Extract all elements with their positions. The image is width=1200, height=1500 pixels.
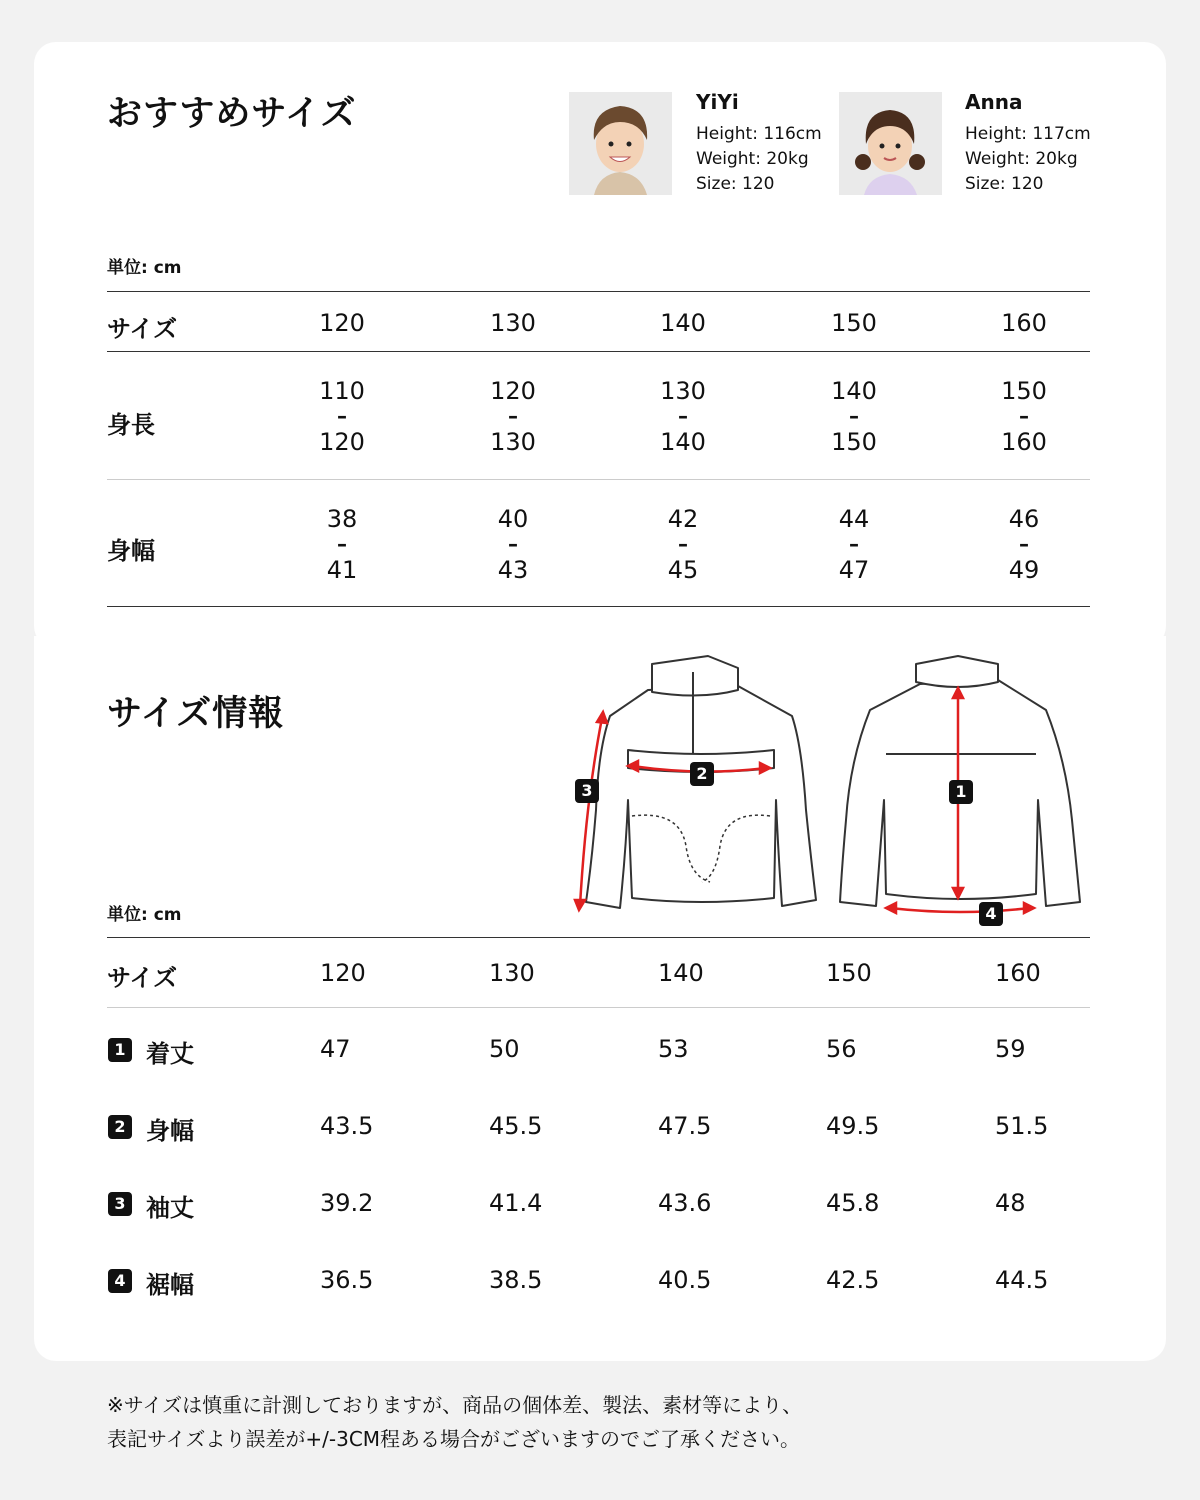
length-160: 59 [995, 1035, 1026, 1063]
recommend-size-150: 150 [831, 309, 877, 337]
recommend-size-140: 140 [660, 309, 706, 337]
range-separator: – [337, 404, 347, 428]
recommend-title: おすすめサイズ [107, 94, 357, 134]
arrowhead-icon [597, 712, 607, 723]
chest-120: 43.5 [320, 1112, 374, 1140]
measure-arrow-hem [890, 908, 1030, 912]
table-rule [107, 291, 1090, 292]
row-badge-2: 2 [108, 1115, 132, 1139]
diagram-badge-1: 1 [949, 780, 973, 804]
hem-140: 40.5 [658, 1266, 712, 1294]
height-120-min: 110 [319, 377, 365, 405]
table-rule [107, 606, 1090, 607]
sleeve-150: 45.8 [826, 1189, 880, 1217]
size-info-size-130: 130 [489, 959, 535, 987]
width-130-min: 40 [497, 505, 529, 533]
footnote-line-2: 表記サイズより誤差が+/-3CM程ある場合がございますのでご了承ください。 [107, 1427, 801, 1451]
hem-160: 44.5 [995, 1266, 1049, 1294]
table-rule [107, 937, 1090, 938]
sleeve-140: 43.6 [658, 1189, 712, 1217]
row-label-length: 着丈 [146, 1040, 194, 1068]
garment-front-collar [652, 656, 738, 696]
width-120-max: 41 [326, 556, 358, 584]
footnote-line-1: ※サイズは慎重に計測しておりますが、商品の個体差、製法、素材等により、 [107, 1393, 803, 1417]
size-info-size-160: 160 [995, 959, 1041, 987]
sleeve-160: 48 [995, 1189, 1026, 1217]
chest-130: 45.5 [489, 1112, 543, 1140]
height-160-max: 160 [1001, 428, 1047, 456]
range-separator: – [849, 404, 859, 428]
model-weight-anna: Weight: 20kg [965, 149, 1078, 169]
height-130-min: 120 [490, 377, 536, 405]
height-150-min: 140 [831, 377, 877, 405]
hem-130: 38.5 [489, 1266, 543, 1294]
model-weight-yiyi: Weight: 20kg [696, 149, 809, 169]
table-rule [107, 351, 1090, 352]
range-separator: – [508, 532, 518, 556]
model-size-yiyi: Size: 120 [696, 174, 775, 194]
model-photo-girl [839, 92, 942, 195]
length-130: 50 [489, 1035, 520, 1063]
hem-120: 36.5 [320, 1266, 374, 1294]
chest-150: 49.5 [826, 1112, 880, 1140]
size-info-size-120: 120 [320, 959, 366, 987]
width-160-min: 46 [1008, 505, 1040, 533]
width-150-max: 47 [838, 556, 870, 584]
garment-back-collar [916, 656, 998, 687]
model-size-anna: Size: 120 [965, 174, 1044, 194]
recommend-size-130: 130 [490, 309, 536, 337]
diagram-badge-2: 2 [690, 762, 714, 786]
table-rule [107, 479, 1090, 480]
row-label-height: 身長 [107, 411, 155, 439]
range-separator: – [678, 404, 688, 428]
range-separator: – [849, 532, 859, 556]
recommend-size-160: 160 [1001, 309, 1047, 337]
garment-front-outline [586, 686, 816, 908]
height-140-min: 130 [660, 377, 706, 405]
size-info-header-label: サイズ [107, 964, 178, 992]
recommend-unit: 単位: cm [107, 258, 182, 278]
length-120: 47 [320, 1035, 351, 1063]
diagram-badge-4: 4 [979, 902, 1003, 926]
row-badge-1: 1 [108, 1038, 132, 1062]
range-separator: – [678, 532, 688, 556]
height-120-max: 120 [319, 428, 365, 456]
diagram-badge-3: 3 [575, 779, 599, 803]
height-140-max: 140 [660, 428, 706, 456]
size-info-size-140: 140 [658, 959, 704, 987]
range-separator: – [1019, 532, 1029, 556]
size-info-size-150: 150 [826, 959, 872, 987]
width-160-max: 49 [1008, 556, 1040, 584]
height-130-max: 130 [490, 428, 536, 456]
recommend-size-120: 120 [319, 309, 365, 337]
width-150-min: 44 [838, 505, 870, 533]
sleeve-130: 41.4 [489, 1189, 543, 1217]
garment-diagram [560, 650, 1100, 930]
chest-140: 47.5 [658, 1112, 712, 1140]
row-label-chest: 身幅 [146, 1117, 194, 1145]
model-height-yiyi: Height: 116cm [696, 124, 822, 144]
row-label-hem: 裾幅 [146, 1271, 194, 1299]
width-120-min: 38 [326, 505, 358, 533]
row-badge-3: 3 [108, 1192, 132, 1216]
recommend-header-label: サイズ [107, 315, 178, 343]
arrowhead-icon [886, 903, 896, 913]
model-name-anna: Anna [965, 90, 1023, 114]
length-140: 53 [658, 1035, 689, 1063]
arrowhead-icon [575, 900, 585, 910]
range-separator: – [1019, 404, 1029, 428]
model-height-anna: Height: 117cm [965, 124, 1091, 144]
row-label-sleeve: 袖丈 [146, 1194, 194, 1222]
length-150: 56 [826, 1035, 857, 1063]
width-130-max: 43 [497, 556, 529, 584]
sleeve-120: 39.2 [320, 1189, 374, 1217]
model-photo-boy [569, 92, 672, 195]
table-rule [107, 1007, 1090, 1008]
range-separator: – [508, 404, 518, 428]
row-badge-4: 4 [108, 1269, 132, 1293]
model-name-yiyi: YiYi [696, 90, 739, 114]
arrowhead-icon [1024, 903, 1034, 913]
row-label-width: 身幅 [107, 537, 155, 565]
width-140-max: 45 [667, 556, 699, 584]
width-140-min: 42 [667, 505, 699, 533]
height-150-max: 150 [831, 428, 877, 456]
size-info-title: サイズ情報 [107, 694, 285, 734]
range-separator: – [337, 532, 347, 556]
hem-150: 42.5 [826, 1266, 880, 1294]
height-160-min: 150 [1001, 377, 1047, 405]
size-info-unit: 単位: cm [107, 905, 182, 925]
chest-160: 51.5 [995, 1112, 1049, 1140]
